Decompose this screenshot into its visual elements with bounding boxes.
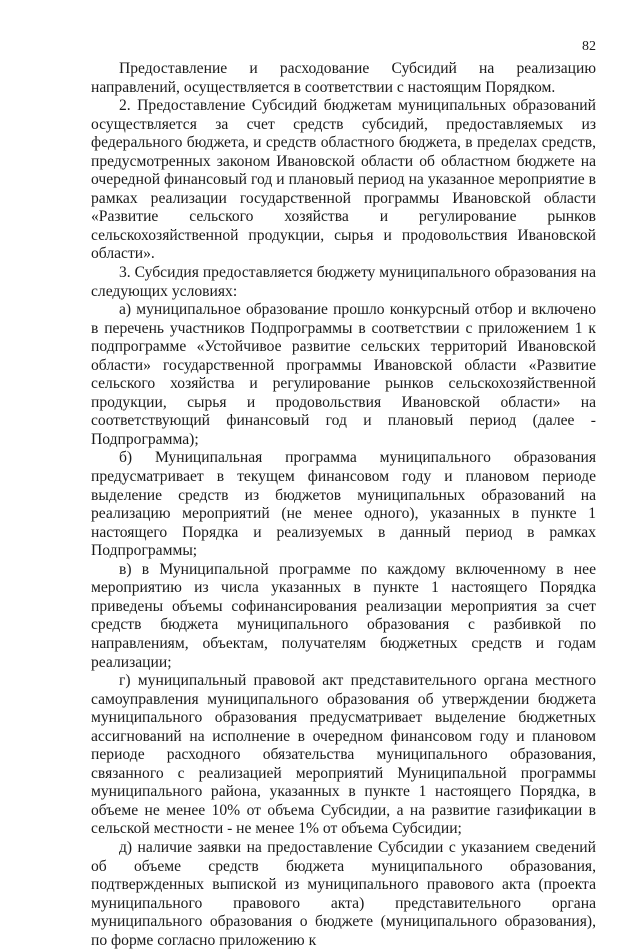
document-body <box>91 60 596 950</box>
paragraph-item-2: 2. Предоставление Субсидий бюджетам муниципальных образований осуществляется за счет средств субсидий, предоставляемых из федерального бюджета, и средств областного бюджета, в пределах средств, предусмотренных законом Ивановской области об областном бюджете на очередной финансовый год и плановый период на указанное мероприятие в рамках реализации государственной программы Ивановской области «Развитие сельского хозяйства и регулирование рынков сельскохозяйственной продукции, сырья и продовольствия Ивановской области». <box>91 97 596 263</box>
paragraph-condition-v: в) в Муниципальной программе по каждому включенному в нее мероприятию из числа указанных в пункте 1 настоящего Порядка приведены объемы софинансирования реализации мероприятия за счет средств бюджета муниципального образования с разбивкой по направлениям, объектам, получателям бюджетных средств и годам реализации; <box>91 560 596 671</box>
paragraph-condition-b: б) Муниципальная программа муниципального образования предусматривает в текущем финансовом году и плановом периоде выделение средств из бюджетов муниципальных образований на реализацию мероприятий (не менее одного), указанных в пункте 1 настоящего Порядка и реализуемых в данный период в рамках Подпрограммы; <box>91 449 596 560</box>
paragraph-item-3: 3. Субсидия предоставляется бюджету муниципального образования на следующих условиях: <box>91 264 596 300</box>
paragraph-intro: Предоставление и расходование Субсидий на реализацию направлений, осуществляется в соответствии с настоящим Порядком. <box>91 60 596 96</box>
paragraph-condition-d: д) наличие заявки на предоставление Субсидии с указанием сведений об объеме средств бюджета муниципального образования, подтвержденных выпиской из муниципального правового акта (проекта муниципального правового акта) представительного органа муниципального образования о бюджете (муниципального образования), по форме согласно приложению к <box>91 838 596 949</box>
page-number: 82 <box>582 39 596 54</box>
paragraph-condition-a: а) муниципальное образование прошло конкурсный отбор и включено в перечень участников Подпрограммы в соответствии с приложением 1 к подпрограмме «Устойчивое развитие сельских территорий Ивановской области» государственной программы Ивановской области «Развитие сельского хозяйства и регулирование рынков сельскохозяйственной продукции, сырья и продовольствия Ивановской области» на соответствующий финансовый год и плановый период (далее - Подпрограмма); <box>91 301 596 448</box>
paragraph-condition-g: г) муниципальный правовой акт представительного органа местного самоуправления муниципального образования об утверждении бюджета муниципального образования предусматривает выделение бюджетных ассигнований на исполнение в очередном финансовом году и плановом периоде расходного обязательства муниципального образования, связанного с реализацией мероприятий Муниципальной программы муниципального района, указанных в пункте 1 настоящего Порядка, в объеме не менее 10% от объема Субсидии, а на развитие газификации в сельской местности - не менее 1% от объема Субсидии; <box>91 672 596 838</box>
